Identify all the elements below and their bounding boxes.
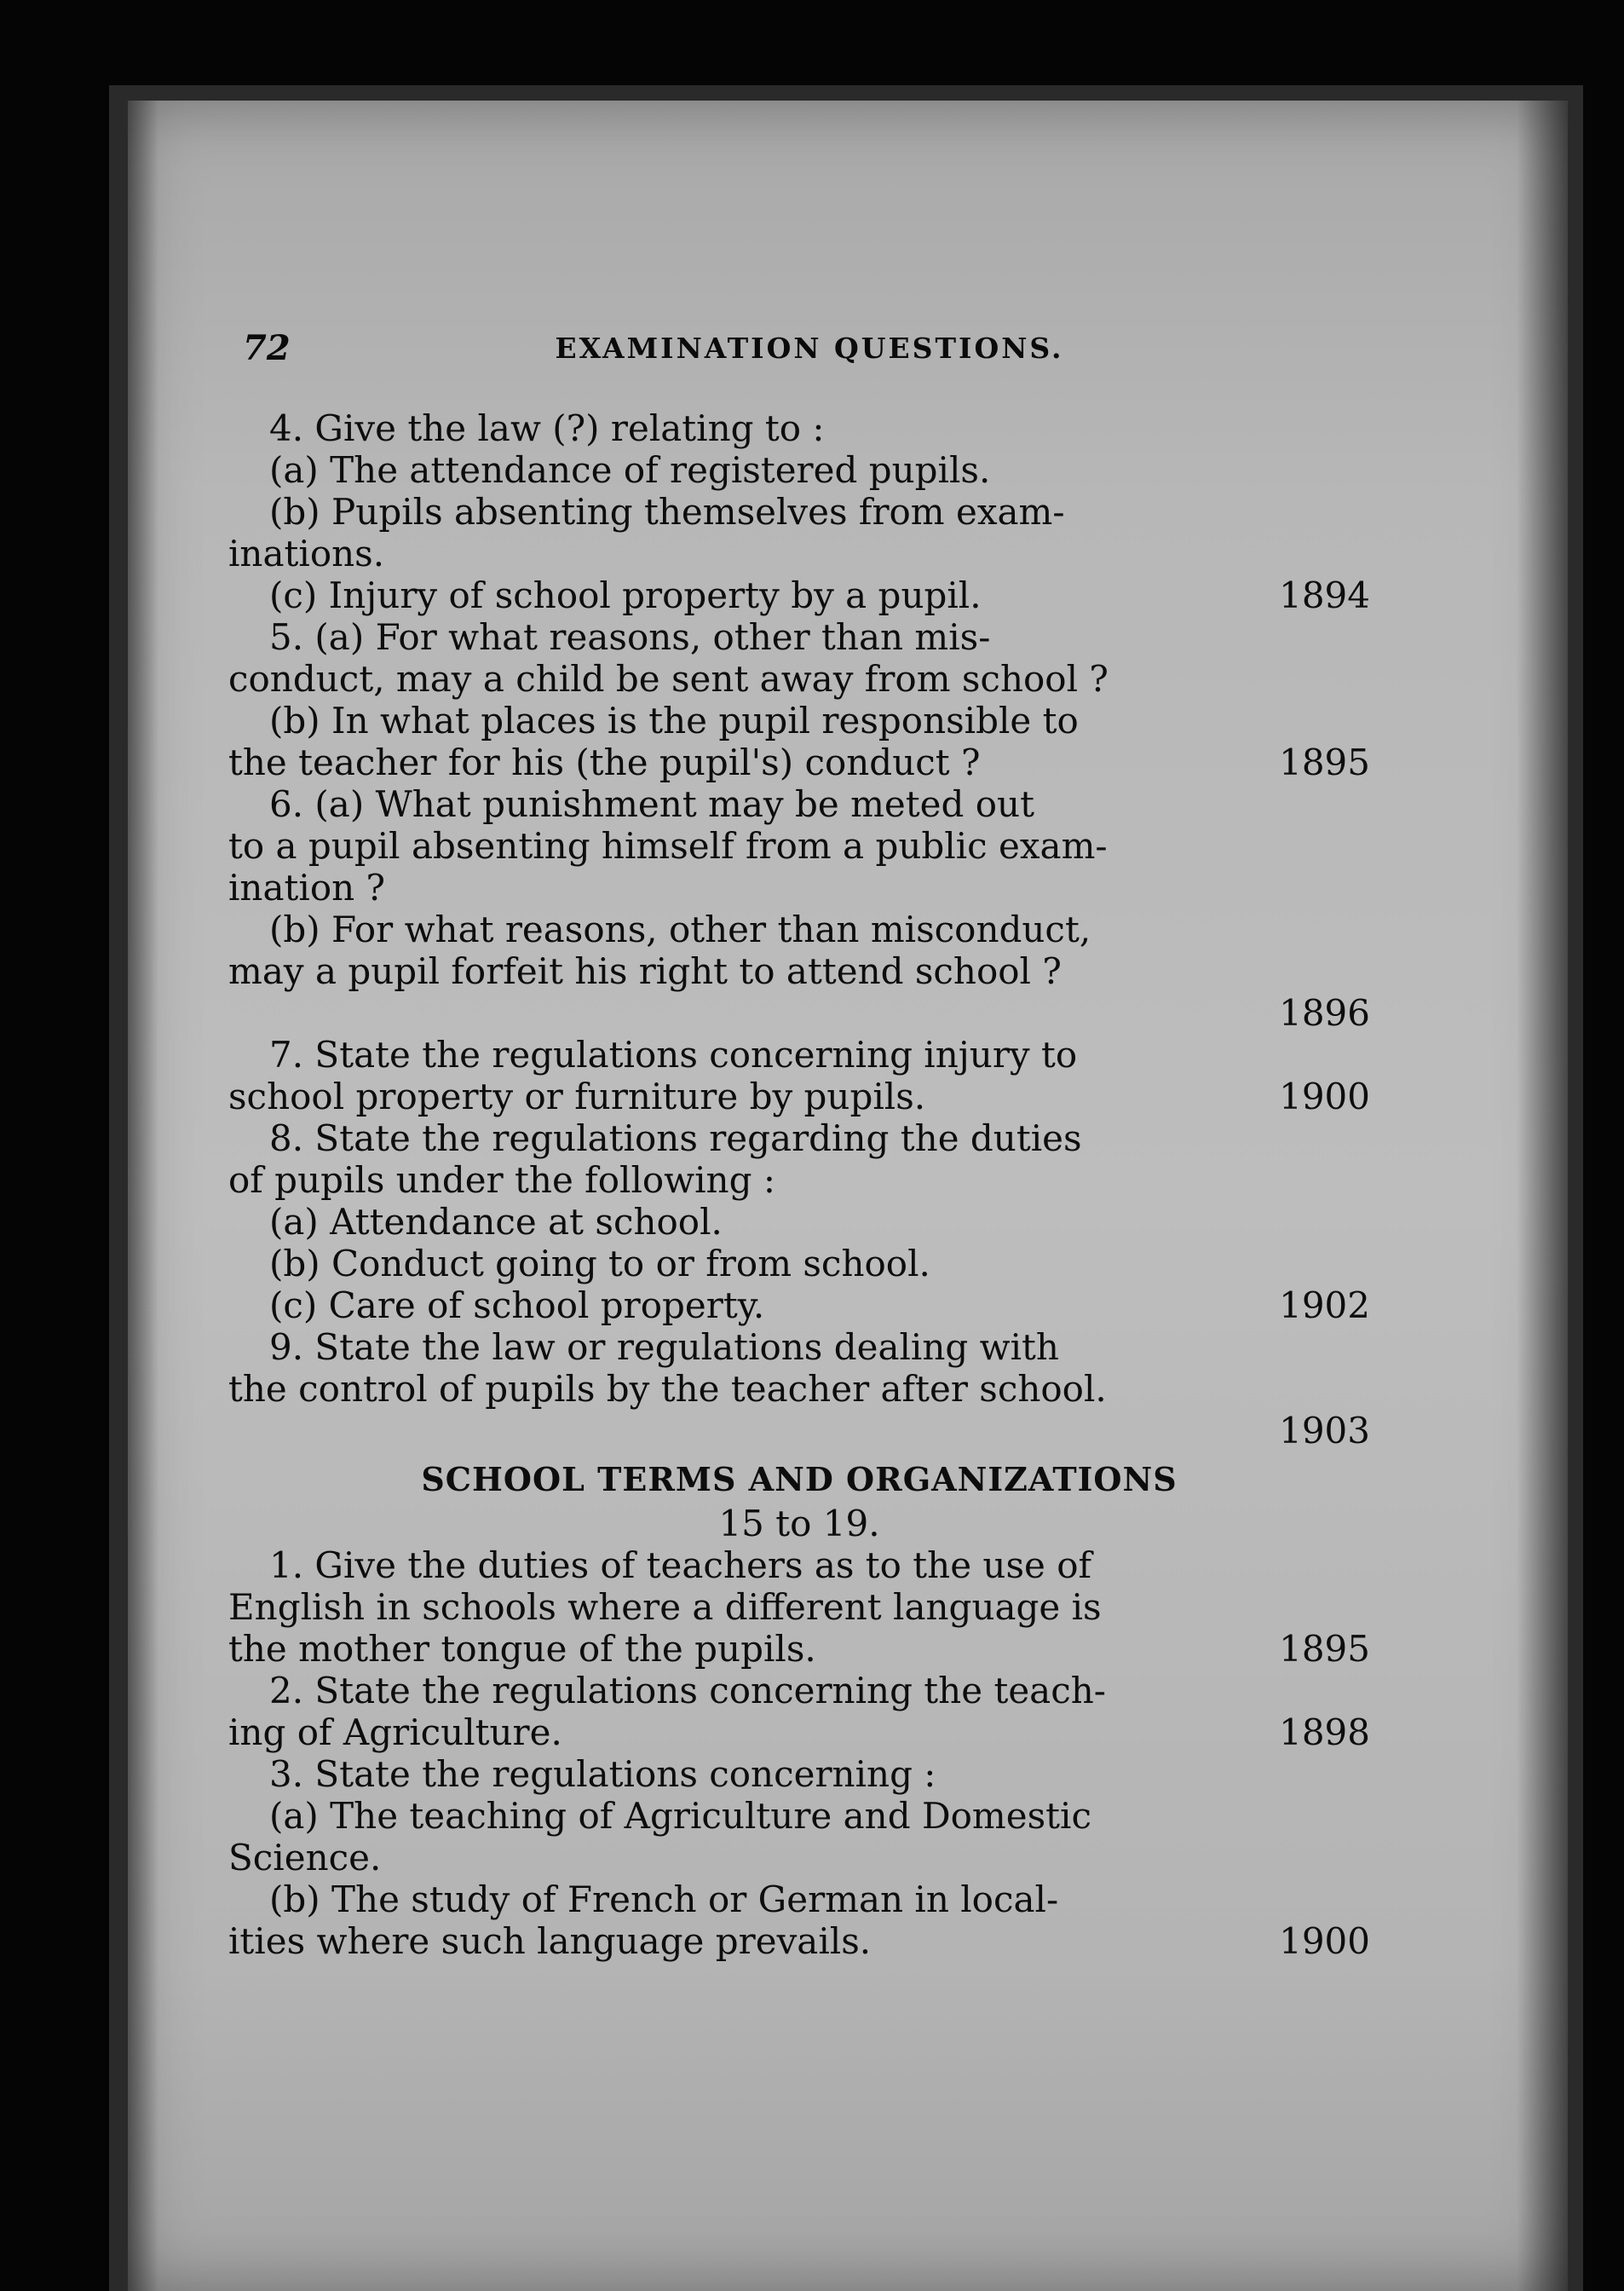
text-line [228,574,1370,616]
line-text: may a pupil forfeit his right to attend school ? [228,950,1062,992]
text-line [228,1837,1370,1878]
line-text: 5. (a) For what reasons, other than mis- [269,616,991,658]
exam-year: 1894 [1279,574,1370,616]
text-line [228,1159,1370,1201]
line-text: of pupils under the following : [228,1159,775,1201]
line-text: (a) The teaching of Agriculture and Domestic [269,1795,1091,1837]
text-line [228,1878,1370,1920]
line-text: (a) Attendance at school. [269,1201,723,1243]
text-line [228,1034,1370,1076]
question-list [228,407,1370,1962]
line-text: school property or furniture by pupils. [228,1076,926,1117]
exam-year: 1895 [1279,1628,1370,1670]
text-line [228,491,1370,533]
text-line [228,825,1370,867]
line-text: English in schools where a different language is [228,1586,1102,1628]
line-text: conduct, may a child be sent away from school ? [228,658,1109,700]
text-line [228,783,1370,825]
line-text: the control of pupils by the teacher after school. [228,1368,1107,1410]
line-text: 2. State the regulations concerning the teach- [269,1670,1106,1711]
text-line [228,1544,1370,1586]
text-line [228,658,1370,700]
text-line [228,1201,1370,1243]
line-text: (a) The attendance of registered pupils. [269,449,991,491]
text-line [228,700,1370,742]
exam-year: 1898 [1279,1711,1370,1753]
text-line [228,992,1370,1034]
line-text: 3. State the regulations concerning : [269,1753,936,1795]
text-line [228,867,1370,909]
page-gutter-shadow [128,101,158,2291]
text-line [228,1670,1370,1711]
line-text: 9. State the law or regulations dealing with [269,1326,1059,1368]
text-line [228,1076,1370,1117]
line-text: (b) For what reasons, other than misconduct, [269,909,1091,950]
text-line [228,1795,1370,1837]
line-text: (c) Care of school property. [269,1284,765,1326]
line-text: Science. [228,1837,382,1878]
text-line [228,1117,1370,1159]
line-text: 6. (a) What punishment may be meted out [269,783,1034,825]
line-text: (b) In what places is the pupil responsible to [269,700,1079,742]
line-text: the teacher for his (the pupil's) conduct ? [228,742,981,783]
line-text: ing of Agriculture. [228,1711,562,1753]
text-line [228,1326,1370,1368]
line-text: to a pupil absenting himself from a public exam- [228,825,1108,867]
line-text: inations. [228,533,385,574]
text-line [228,449,1370,491]
line-text: ination ? [228,867,386,909]
page-edge-shadow [1517,101,1568,2291]
line-text: 15 to 19. [718,1503,880,1544]
text-line [228,1920,1370,1962]
exam-year: 1900 [1279,1076,1370,1117]
text-line [228,1368,1370,1410]
exam-year: 1895 [1279,742,1370,783]
line-text: 1903 [1279,1410,1370,1451]
text-line [228,533,1370,574]
line-text: SCHOOL TERMS AND ORGANIZATIONS [421,1460,1178,1498]
text-line [228,1711,1370,1753]
line-text: ities where such language prevails. [228,1920,872,1962]
text-line [228,1243,1370,1284]
text-line [228,950,1370,992]
text-line [228,1586,1370,1628]
text-line [228,1410,1370,1451]
page-header [243,328,1376,371]
line-text: the mother tongue of the pupils. [228,1628,816,1670]
page-number: 72 [243,328,291,368]
text-line [228,1753,1370,1795]
line-text: (b) Pupils absenting themselves from exam- [269,491,1065,533]
line-text: 1. Give the duties of teachers as to the use of [269,1544,1092,1586]
text-line [228,1628,1370,1670]
line-text: (b) Conduct going to or from school. [269,1243,930,1284]
text-line [228,616,1370,658]
text-line [228,1284,1370,1326]
running-head: EXAMINATION QUESTIONS. [555,332,1064,365]
line-text: (b) The study of French or German in local- [269,1878,1059,1920]
exam-year: 1902 [1279,1284,1370,1326]
line-text: 1896 [1279,992,1370,1034]
section-heading [228,1451,1370,1503]
text-line [228,742,1370,783]
text-line [228,407,1370,449]
line-text: 4. Give the law (?) relating to : [269,407,825,449]
text-line [228,1503,1370,1544]
exam-year: 1900 [1279,1920,1370,1962]
line-text: 8. State the regulations regarding the duties [269,1117,1082,1159]
line-text: 7. State the regulations concerning injury to [269,1034,1078,1076]
text-line [228,909,1370,950]
line-text: (c) Injury of school property by a pupil. [269,574,982,616]
